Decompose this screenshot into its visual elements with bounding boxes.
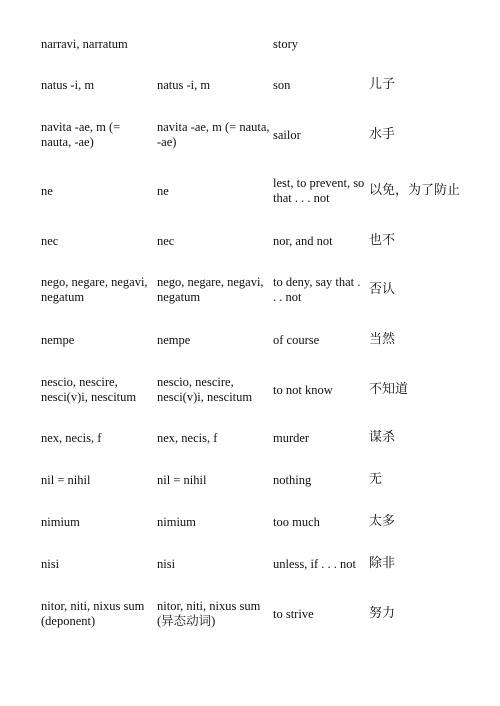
- chinese-meaning: 水手: [369, 127, 396, 142]
- english-meaning: of course: [273, 332, 320, 347]
- english-meaning: son: [273, 77, 291, 92]
- english-meaning: unless, if . . . not: [273, 556, 356, 571]
- chinese-meaning: 除非: [369, 556, 396, 571]
- chinese-meaning: 无: [369, 472, 383, 487]
- latin-entry-repeat: nitor, niti, nixus sum (异态动词): [157, 599, 261, 628]
- english-meaning: murder: [273, 430, 310, 445]
- latin-entry-repeat: nego, negare, negavi, negatum: [157, 275, 264, 304]
- latin-entry: nex, necis, f: [41, 430, 102, 445]
- english-meaning: to strive: [273, 606, 314, 621]
- latin-entry: nimium: [41, 514, 80, 529]
- latin-entry: nempe: [41, 332, 75, 347]
- latin-entry-repeat: ne: [157, 183, 169, 198]
- english-meaning: nothing: [273, 472, 312, 487]
- latin-entry-repeat: nex, necis, f: [157, 430, 218, 445]
- latin-entry: natus -i, m: [41, 77, 95, 92]
- latin-entry: nec: [41, 233, 59, 248]
- latin-entry: nitor, niti, nixus sum (deponent): [41, 599, 145, 628]
- chinese-meaning: 努力: [369, 606, 396, 621]
- vocab-row: [0, 598, 500, 630]
- chinese-meaning: 儿子: [369, 77, 396, 92]
- latin-entry: nisi: [41, 556, 60, 571]
- latin-entry-repeat: nimium: [157, 514, 196, 529]
- vocab-row: [0, 274, 500, 306]
- latin-entry-repeat: nec: [157, 233, 175, 248]
- chinese-meaning: 太多: [369, 514, 396, 529]
- chinese-meaning: 谋杀: [369, 430, 396, 445]
- english-meaning: too much: [273, 514, 320, 529]
- english-meaning: lest, to prevent, so that . . . not: [273, 176, 365, 205]
- vocab-row: [0, 36, 500, 52]
- latin-entry-repeat: nil = nihil: [157, 472, 207, 487]
- vocab-row: [0, 556, 500, 572]
- latin-entry: nescio, nescire, nesci(v)i, nescitum: [41, 375, 137, 404]
- english-meaning: nor, and not: [273, 233, 333, 248]
- vocab-row: [0, 374, 500, 406]
- vocab-row: [0, 514, 500, 530]
- chinese-meaning: 否认: [369, 282, 396, 297]
- vocab-row: [0, 332, 500, 348]
- vocab-row: [0, 175, 500, 207]
- latin-entry: ne: [41, 183, 53, 198]
- english-meaning: to not know: [273, 382, 333, 397]
- latin-entry: nil = nihil: [41, 472, 91, 487]
- chinese-meaning: 也不: [369, 233, 396, 248]
- chinese-meaning: 以免，为了防止: [369, 183, 461, 198]
- vocab-row: [0, 77, 500, 93]
- english-meaning: story: [273, 36, 298, 51]
- chinese-meaning: 当然: [369, 332, 396, 347]
- latin-entry-repeat: nisi: [157, 556, 176, 571]
- chinese-meaning: 不知道: [369, 382, 409, 397]
- latin-entry-repeat: natus -i, m: [157, 77, 211, 92]
- latin-entry-repeat: navita -ae, m (= nauta, -ae): [157, 120, 270, 149]
- vocab-row: [0, 119, 500, 151]
- vocab-row: [0, 472, 500, 488]
- latin-entry: nego, negare, negavi, negatum: [41, 275, 148, 304]
- latin-entry: navita -ae, m (= nauta, -ae): [41, 120, 121, 149]
- latin-entry: narravi, narratum: [41, 36, 128, 51]
- english-meaning: sailor: [273, 127, 301, 142]
- vocab-row: [0, 430, 500, 446]
- latin-entry-repeat: nescio, nescire, nesci(v)i, nescitum: [157, 375, 253, 404]
- english-meaning: to deny, say that . . . not: [273, 275, 361, 304]
- vocab-row: [0, 233, 500, 249]
- latin-entry-repeat: nempe: [157, 332, 191, 347]
